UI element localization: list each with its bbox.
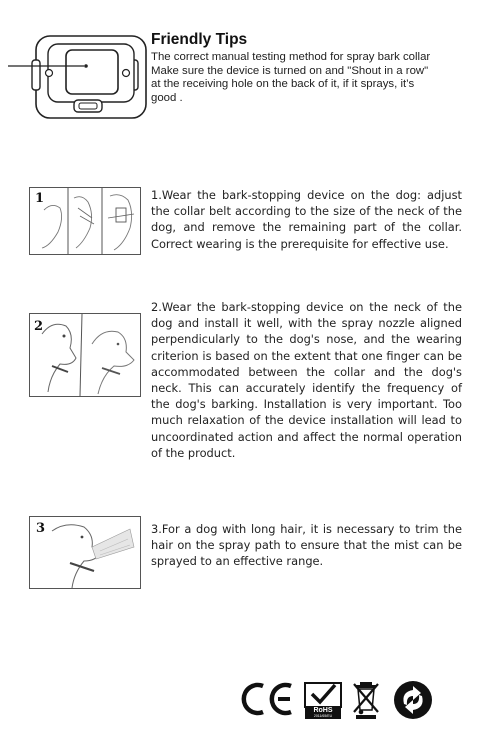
step-number: 1: [35, 191, 45, 206]
rohs-label: RoHS: [313, 707, 333, 714]
tips-title: Friendly Tips: [151, 31, 248, 48]
step-3-text: 3.For a dog with long hair, it is necessary to trim the hair on the spray path to ensure that the mist can be sprayed to an effective range.: [151, 522, 462, 569]
step-number: 2: [34, 319, 44, 334]
step-number: 3: [36, 521, 46, 536]
device-illustration: [8, 30, 148, 126]
tips-body: [151, 51, 471, 105]
step-2-text: 2.Wear the bark-stopping device on the neck of the dog and install it well, with the spray nozzle aligned perpendicularly to the dog's nose, and the wearing criterion is based on the extent that one finger can be accommodated between the collar and the dog's neck. This can accurately identify the frequency of the dog's barking. Installation is very important. Too much relaxation of the device installation will lead to uncoordinated action and affect the normal operation of the product.: [151, 300, 462, 460]
tips-line: The correct manual testing method for spray bark collar: [151, 51, 431, 63]
step-1-text: 1.Wear the bark-stopping device on the dog: adjust the collar belt according to the size of the neck of the dog, and remove the remaining part of the collar. Correct wearing is the prerequisite for effective use.: [151, 188, 462, 251]
step-3-illustration: [29, 516, 141, 589]
rohs-directive: 2011/65/EU: [313, 714, 333, 718]
recycle-icon: [393, 680, 433, 720]
ce-mark-icon: [241, 682, 295, 716]
tips-line: good .: [151, 91, 183, 104]
weee-crossed-bin-icon: [352, 680, 380, 720]
step-2-illustration: [29, 313, 141, 397]
tips-line: Make sure the device is turned on and "Shout in a row": [151, 64, 429, 77]
step-1-illustration: [29, 187, 141, 255]
tips-line: at the receiving hole on the back of it, if it sprays, it’s: [151, 78, 415, 91]
rohs-check-icon: [304, 682, 342, 720]
